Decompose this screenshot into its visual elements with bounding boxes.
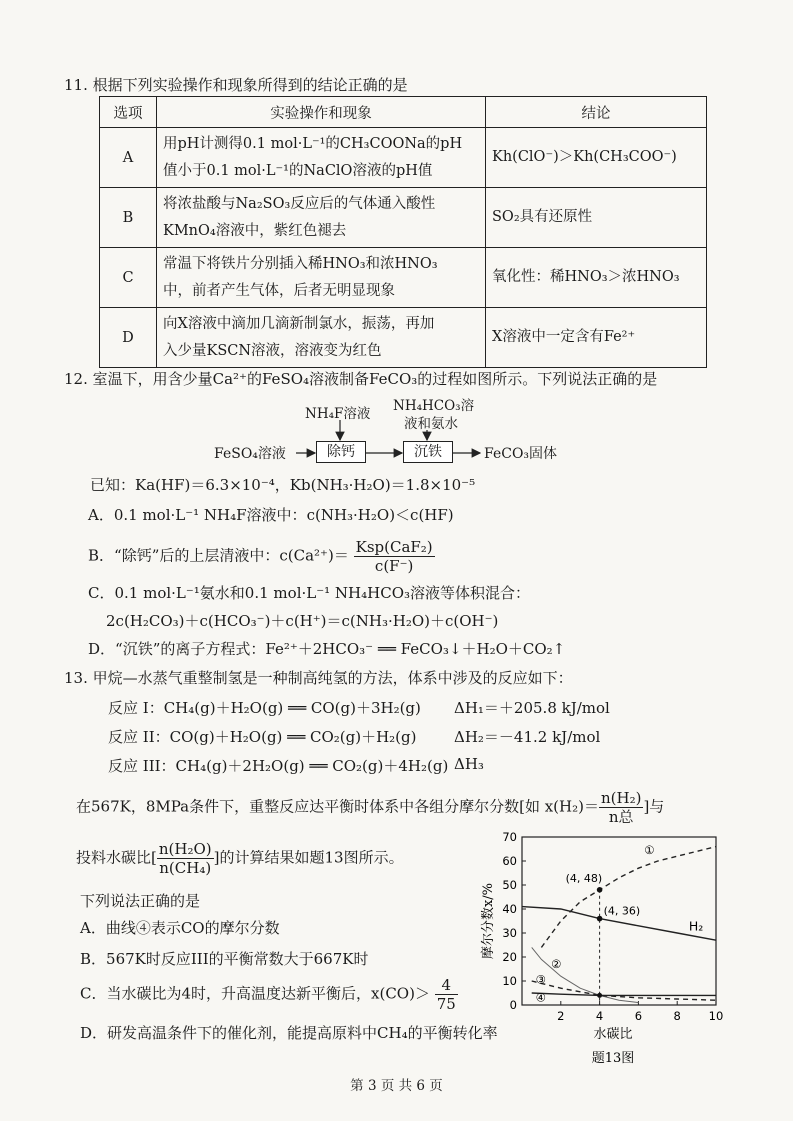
reaction-2-enthalpy: ΔH₂＝－41.2 kJ/mol: [454, 728, 601, 746]
y-tick-label: 20: [502, 950, 517, 964]
q13-option-c: C．当水碳比为4时，升高温度达新平衡后，x(CO)＞ $\frac{4}{75}$: [80, 976, 456, 1013]
chart-caption: 题13图: [591, 1051, 635, 1065]
reaction-1: 反应 I：CH₄(g)＋H₂O(g) ══ CO(g)＋3H₂(g): [108, 699, 421, 717]
flow-reagent-2b: 液和氨水: [404, 416, 458, 432]
reaction-1-enthalpy: ΔH₁＝＋205.8 kJ/mol: [454, 699, 610, 717]
q12-option-c-line2: 2c(H₂CO₃)＋c(HCO₃⁻)＋c(H⁺)＝c(NH₃·H₂O)＋c(OH⁻): [106, 612, 499, 630]
series-label: H₂: [688, 918, 704, 934]
y-tick-label: 40: [502, 902, 517, 916]
q13-option-a: A．曲线④表示CO的摩尔分数: [80, 919, 280, 937]
q12-option-d: D．“沉铁”的离子方程式：Fe²⁺＋2HCO₃⁻ ══ FeCO₃↓＋H₂O＋CO₂↑: [88, 640, 566, 658]
reaction-3: 反应 III：CH₄(g)＋2H₂O(g) ══ CO₂(g)＋4H₂(g): [108, 757, 449, 775]
q12-known: 已知：Ka(HF)＝6.3×10⁻⁴，Kb(NH₃·H₂O)＝1.8×10⁻⁵: [90, 476, 476, 494]
flow-step-decalcify: 除钙: [316, 441, 366, 463]
q13-option-b: B．567K时反应III的平衡常数大于667K时: [80, 950, 369, 968]
fraction: $\frac{\text{n(H₂)}}{\text{n总}}$: [600, 789, 642, 826]
q13-chart: [470, 825, 732, 1065]
table-row: B 将浓盐酸与Na₂SO₃反应后的气体通入酸性 KMnO₄溶液中，紫红色褪去 SO₂具有还原性: [100, 188, 707, 248]
x-tick-label: 8: [673, 1009, 681, 1023]
fraction: $\frac{4}{75}$: [436, 976, 456, 1013]
flow-step-precipitate: 沉铁: [403, 441, 453, 463]
header-operation: 实验操作和现象: [157, 97, 486, 128]
q13-ask: 下列说法正确的是: [80, 892, 201, 910]
flow-output: FeCO₃固体: [484, 446, 558, 462]
y-tick-label: 30: [502, 926, 517, 940]
y-tick-label: 70: [502, 830, 517, 844]
table-row: C 常温下将铁片分别插入稀HNO₃和浓HNO₃ 中，前者产生气体，后者无明显现象 氧化性：稀HNO₃＞浓HNO₃: [100, 248, 707, 308]
y-axis-label: 摩尔分数x/%: [481, 882, 496, 960]
annotation-label: (4, 36): [603, 904, 641, 918]
annotation-label: (4, 48): [565, 871, 603, 885]
plot-frame: [522, 837, 716, 1005]
x-tick-label: 10: [708, 1009, 724, 1023]
series-line: [532, 981, 716, 1000]
series-line: [532, 993, 716, 995]
x-tick-label: 4: [595, 1009, 604, 1023]
reaction-3-enthalpy: ΔH₃: [454, 755, 484, 773]
flow-reagent-1: NH₄F溶液: [305, 406, 371, 422]
series-label: ④: [535, 990, 546, 1005]
x-axis-label: 水碳比: [593, 1027, 633, 1042]
reaction-2: 反应 II：CO(g)＋H₂O(g) ══ CO₂(g)＋H₂(g): [108, 728, 417, 746]
table-row: D 向X溶液中滴加几滴新制氯水，振荡，再加 入少量KSCN溶液，溶液变为红色 X溶液中一定含有Fe²⁺: [100, 308, 707, 368]
fraction: $\frac{\text{n(H₂O)}}{\text{n(CH₄)}}$: [158, 840, 212, 877]
flow-reagent-2a: NH₄HCO₃溶: [393, 398, 475, 414]
series-label: ②: [551, 956, 562, 971]
q13-option-d: D．研发高温条件下的催化剂，能提高原料中CH₄的平衡转化率: [80, 1024, 498, 1042]
series-label: ③: [535, 972, 546, 987]
q13-condition: 在567K，8MPa条件下，重整反应达平衡时体系中各组分摩尔分数[如 x(H₂)＝ $\frac{\text{n(H₂)}}{\text{n总}}$ ]与: [76, 789, 665, 826]
q12-option-b: B．“除钙”后的上层清液中：c(Ca²⁺)＝ $\frac{\text{Ksp(CaF₂)}}{c(F^-)}$: [88, 538, 433, 575]
annotation-point: [597, 916, 603, 922]
y-tick-label: 50: [502, 878, 517, 892]
q11-stem: 11. 根据下列实验操作和现象所得到的结论正确的是: [64, 76, 408, 94]
table-row: A 用pH计测得0.1 mol·L⁻¹的CH₃COONa的pH 值小于0.1 mol·L⁻¹的NaClO溶液的pH值 Kh(ClO⁻)＞Kh(CH₃COO⁻): [100, 128, 707, 188]
q13-stem: 13. 甲烷—水蒸气重整制氢是一种制高纯氢的方法，体系中涉及的反应如下：: [64, 669, 573, 687]
page-footer: 第 3 页 共 6 页: [350, 1078, 443, 1094]
y-tick-label: 0: [509, 998, 517, 1012]
q13-ratio-text: 投料水碳比[ $\frac{\text{n(H₂O)}}{\text{n(CH₄)}}$ ]的计算结果如题13图所示。: [76, 840, 404, 877]
x-tick-label: 6: [634, 1009, 643, 1023]
x-tick-label: 2: [557, 1009, 565, 1023]
q12-option-a: A．0.1 mol·L⁻¹ NH₄F溶液中：c(NH₃·H₂O)＜c(HF): [88, 506, 454, 524]
series-label: ①: [644, 842, 655, 857]
flow-input: FeSO₄溶液: [214, 446, 286, 462]
header-conclusion: 结论: [486, 97, 707, 128]
q12-option-c-line1: C．0.1 mol·L⁻¹氨水和0.1 mol·L⁻¹ NH₄HCO₃溶液等体积混合：: [88, 584, 531, 602]
intersection-point: [597, 993, 602, 998]
y-tick-label: 10: [502, 974, 517, 988]
annotation-point: [597, 887, 603, 893]
q12-stem: 12. 室温下，用含少量Ca²⁺的FeSO₄溶液制备FeCO₃的过程如图所示。下列说法正确的是: [64, 370, 658, 388]
header-option: 选项: [100, 97, 157, 128]
flow-arrows: [0, 0, 793, 480]
fraction: $\frac{\text{Ksp(CaF₂)}}{c(F^-)}$: [355, 538, 433, 575]
y-tick-label: 60: [502, 854, 517, 868]
